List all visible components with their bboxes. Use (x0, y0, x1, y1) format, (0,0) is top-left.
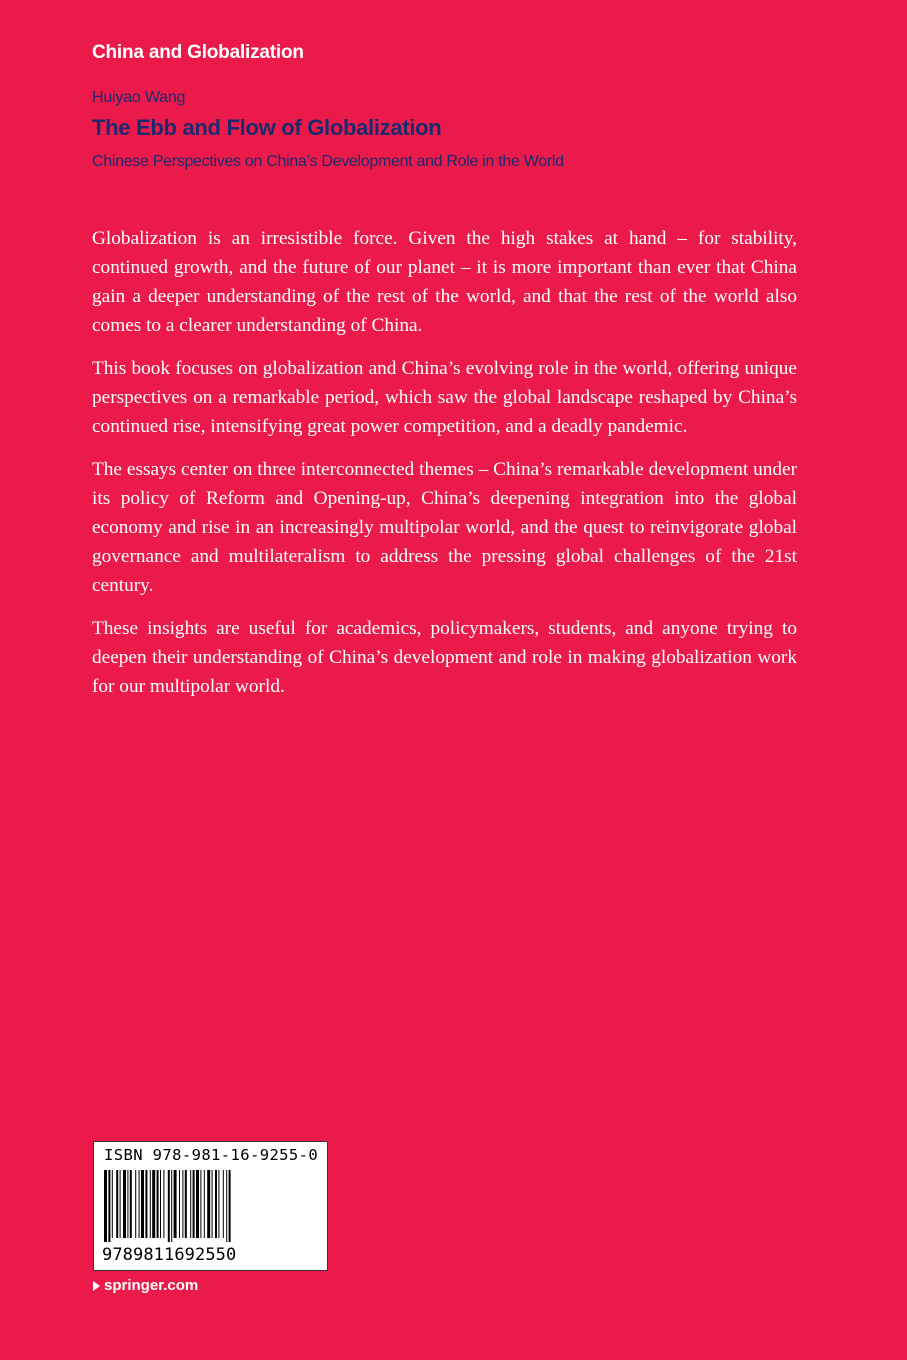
barcode-bar (212, 1170, 213, 1238)
barcode-bar (157, 1170, 159, 1238)
publisher-website-label: springer.com (104, 1277, 199, 1294)
barcode-bar (116, 1170, 118, 1238)
barcode-bar (196, 1170, 199, 1238)
barcode-bar (174, 1170, 177, 1238)
barcode-bar (120, 1170, 121, 1238)
barcode-bar (193, 1170, 195, 1238)
blurb-paragraph-1: Globalization is an irresistible force. Given the high stakes at hand – for stability, continued growth, and the future of our planet – it is more important than ever that China gain a deeper understanding of the rest of the world, and that the rest of the world also comes to a clearer understanding of China. (92, 228, 797, 336)
barcode-bar (130, 1170, 132, 1238)
barcode-bar (190, 1170, 191, 1238)
barcode-bar (112, 1170, 113, 1238)
blurb-text (92, 224, 797, 715)
barcode-bar (218, 1170, 219, 1238)
barcode-digits: 9789811692550 (102, 1245, 237, 1265)
book-title: The Ebb and Flow of Globalization (92, 115, 442, 140)
isbn-label: ISBN 978-981-16-9255-0 (104, 1146, 319, 1164)
barcode-bar (145, 1170, 147, 1238)
barcode-bar (179, 1170, 180, 1238)
series-name: China and Globalization (92, 42, 304, 63)
barcode-bar (135, 1170, 136, 1238)
isbn-barcode (93, 1141, 328, 1271)
barcode-bar (200, 1170, 201, 1238)
barcode-bar (152, 1170, 155, 1238)
barcode-bar (223, 1170, 224, 1238)
barcode-bar (207, 1170, 210, 1238)
barcode-bar (171, 1170, 172, 1242)
barcode-bar (226, 1170, 227, 1242)
barcode-bar (229, 1170, 231, 1242)
blurb-paragraph-4: These insights are useful for academics, policymakers, students, and anyone trying to deepen their understanding of China’s development and role in making globalization work for our multipolar world. (92, 618, 797, 697)
arrow-right-icon (93, 1281, 100, 1291)
barcode-bar (104, 1170, 107, 1242)
barcode-bar (139, 1170, 140, 1238)
book-subtitle: Chinese Perspectives on China’s Development and Role in the World (92, 153, 564, 170)
author-name: Huiyao Wang (92, 89, 186, 106)
barcode-bar (182, 1170, 183, 1238)
barcode-bar (163, 1170, 164, 1238)
barcode-bars (102, 1170, 320, 1242)
barcode-bar (123, 1170, 126, 1238)
barcode-bar (150, 1170, 151, 1238)
barcode-bar (215, 1170, 217, 1238)
blurb-paragraph-3: The essays center on three interconnected themes – China’s remarkable development under its policy of Reform and Opening-up, China’s deepening integration into the global economy and rise in an increasingly multipolar world, and the quest to reinvigorate global governance and multilateralism to address the pressing global challenges of the 21st century. (92, 459, 797, 596)
barcode-bar (168, 1170, 170, 1242)
barcode-bar (160, 1170, 161, 1238)
blurb-paragraph-2: This book focuses on globalization and China’s evolving role in the world, offering unique perspectives on a remarkable period, which saw the global landscape reshaped by China’s continued rise, intensifying great power competition, and a deadly pandemic. (92, 358, 797, 437)
barcode-bar (185, 1170, 187, 1238)
barcode-bar (108, 1170, 110, 1242)
publisher-website[interactable] (93, 1277, 198, 1294)
barcode-bar (204, 1170, 205, 1238)
barcode-bar (127, 1170, 128, 1238)
barcode-bar (141, 1170, 144, 1238)
